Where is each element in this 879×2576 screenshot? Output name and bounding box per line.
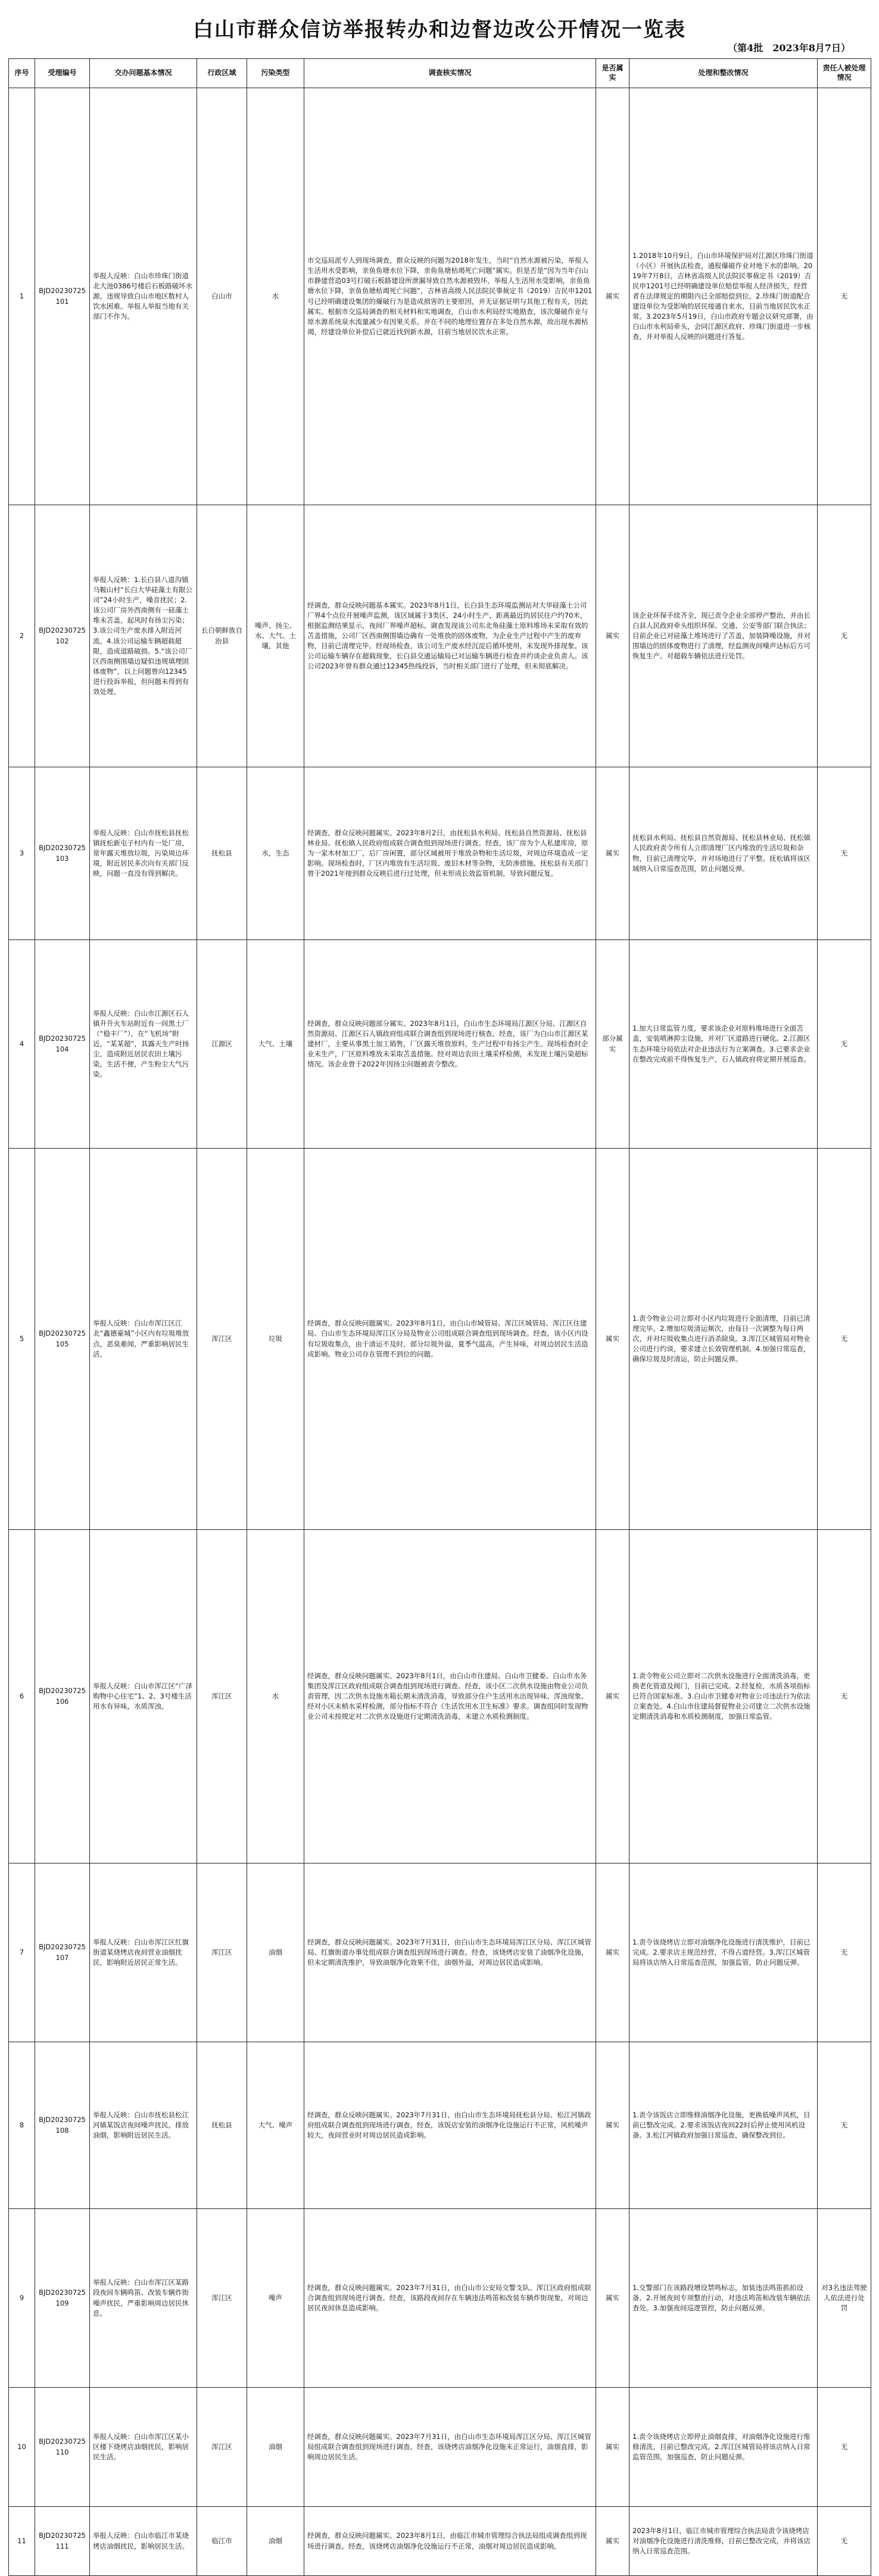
header-pollution-type: 污染类型 [247, 59, 304, 88]
document-title: 白山市群众信访举报转办和边督边改公开情况一览表 [193, 18, 686, 42]
header-investigation: 调查核实情况 [304, 59, 596, 88]
row-verified: 属实 [596, 505, 629, 767]
row-region: 抚松县 [197, 767, 247, 940]
row-investigation: 经调查，群众反映问题属实。2023年7月31日，由白山市生态环境局抚松县分局、松江河镇政府组成联合调查组到现场进行调查。经查，该饭店安装的油烟净化设施运行不正常，风机噪声较大，夜间营业时对周边居民造成影响。 [304, 2042, 596, 2209]
row-pollution-type: 垃圾 [247, 1149, 304, 1530]
row-issue: 举报人反映：白山市浑江区江北“鑫德豪城”小区内有垃圾堆放点，恶臭难闻，严重影响居民生活。 [90, 1149, 197, 1530]
row-id: BJD20230725108 [35, 2042, 90, 2209]
table-row [9, 505, 871, 767]
row-region: 浑江区 [197, 1149, 247, 1530]
row-accountability: 无 [818, 1863, 871, 2042]
table-row [9, 2209, 871, 2388]
row-pollution-type: 油烟 [247, 2507, 304, 2576]
row-region: 浑江区 [197, 1530, 247, 1863]
row-pollution-type: 大气、土壤 [247, 940, 304, 1149]
header-handling: 处理和整改情况 [629, 59, 818, 88]
row-investigation: 经调查，群众反映问题属实。2023年8月1日，由临江市城市管理综合执法局组成调查组到现场进行调查。经查，该烧烤店油烟净化设施运行不正常，油烟对周边居民造成影响。 [304, 2507, 596, 2576]
row-no: 1 [9, 88, 35, 505]
row-issue: 举报人反映：白山市珍珠门街道北大池0386号楼后石板路破坏水源，违规导致白山市地区数村人饮水困难。举报人举报当地有关部门不作为。 [90, 88, 197, 505]
row-region: 浑江区 [197, 2388, 247, 2507]
row-no: 3 [9, 767, 35, 940]
table-row [9, 1149, 871, 1530]
row-handling: 该企业环保手续齐全，现已责令企业全部停产整治，并由长白县人民政府牵头组织环保、交通、公安等部门联合执法；目前企业已对硅藻土堆场进行了苫盖，加装降噪设施，并对围墙边的固体废物进行了清理，经监测夜间噪声达标后方可恢复生产。对超载车辆依法进行处罚。 [629, 505, 818, 767]
row-accountability: 无 [818, 2388, 871, 2507]
row-handling: 抚松县水利局、抚松县自然资源局、抚松县林业局、抚松镇人民政府责令所有人立即清理厂区内堆放的生活垃圾和杂物，目前已清理完毕，并对场地进行了平整。抚松镇将该区域纳入日常巡查范围，防止问题反弹。 [629, 767, 818, 940]
header-no: 序号 [9, 59, 35, 88]
row-region: 临江市 [197, 2507, 247, 2576]
header-accountability: 责任人被处理情况 [818, 59, 871, 88]
row-verified: 属实 [596, 767, 629, 940]
row-investigation: 经调查，群众反映问题属实。2023年7月31日，由白山市公安局交警支队、浑江区政府组成联合调查组到现场进行调查。经查，该路段夜间存在车辆违法鸣笛和改装车辆炸街现象，对周边居民夜间休息造成影响。 [304, 2209, 596, 2388]
row-region: 长白朝鲜族自治县 [197, 505, 247, 767]
row-verified: 部分属实 [596, 940, 629, 1149]
row-region: 白山市 [197, 88, 247, 505]
row-id: BJD20230725107 [35, 1863, 90, 2042]
row-issue: 举报人反映：白山市浑江区某小区楼下烧烤店油烟扰民，影响居民生活。 [90, 2388, 197, 2507]
row-issue: 举报人反映：白山市抚松县抚松镇抚松新屯子村内有一处厂房，常年露天堆放垃圾，污染周边环境，附近居民多次向有关部门反映，问题一直没有得到解决。 [90, 767, 197, 940]
row-accountability: 对3名违法驾驶人依法进行处罚 [818, 2209, 871, 2388]
row-id: BJD20230725110 [35, 2388, 90, 2507]
row-accountability: 无 [818, 2042, 871, 2209]
row-id: BJD20230725105 [35, 1149, 90, 1530]
row-pollution-type: 噪声、扬尘、水、大气、土壤，其他 [247, 505, 304, 767]
row-no: 11 [9, 2507, 35, 2576]
row-investigation: 经调查，群众反映问题属实。2023年7月31日，由白山市生态环境局浑江区分局、浑江区城管局组成联合调查组到现场进行调查。经查，该烧烤店油烟净化设施未正常运行，油烟直排，影响周边居民生活。 [304, 2388, 596, 2507]
row-issue: 举报人反映：白山市浑江区“广泽购物中心住宅”1、2、3号楼生活用水有异味，水质浑浊。 [90, 1530, 197, 1863]
row-handling: 1.责令物业公司立即对小区内垃圾进行全面清理，目前已清理完毕。2.增加垃圾清运频次，由每日一次调整为每日两次，并对垃圾收集点进行消杀除臭。3.浑江区城管局对物业公司进行约谈，要求建立长效管理机制。4.加强日常巡查，确保垃圾及时清运，防止问题反弹。 [629, 1149, 818, 1530]
row-id: BJD20230725104 [35, 940, 90, 1149]
row-issue: 举报人反映：1.长白县八道沟镇马鞍山村“长白大华硅藻土有限公司”24小时生产，噪音扰民；2.该公司厂房外西南侧有一硅藻土堆未苫盖，起风时有扬尘污染；3.该公司生产废水排入附近河流。4.该公司运输车辆超载超限，造成道路破损。5.“该公司厂区西南侧围墙边疑似违规填埋固体废物”，以上问题曾向12345进行投诉举报，但问题未得到有效处理。 [90, 505, 197, 767]
row-issue: 举报人反映：白山市江源区石人镇升升火车站附近有一间黑土厂（“稳丰厂”），在“飞机场”附近，“某某超”，其露天生产时扬尘，造成附近居民农田土壤污染，生活不便，产生粉尘大气污染。 [90, 940, 197, 1149]
row-pollution-type: 水 [247, 88, 304, 505]
row-verified: 属实 [596, 1149, 629, 1530]
row-id: BJD20230725109 [35, 2209, 90, 2388]
table-row [9, 2388, 871, 2507]
row-accountability: 无 [818, 505, 871, 767]
row-no: 5 [9, 1149, 35, 1530]
row-handling: 1.责令该烧烤店立即停止油烟直排，对油烟净化设施进行维修清洗，目前已整改完成。2.浑江区城管局将该店纳入日常监管范围，加强巡查，防止问题反弹。 [629, 2388, 818, 2507]
row-verified: 属实 [596, 2209, 629, 2388]
row-no: 7 [9, 1863, 35, 2042]
table-row [9, 88, 871, 505]
row-region: 浑江区 [197, 1863, 247, 2042]
table-row [9, 2507, 871, 2576]
row-handling: 1.责令该饭店立即维修油烟净化设施，更换低噪声风机，目前已整改完成。2.要求该饭店夜间22时后停止使用风机设备。3.松江河镇政府加强日常巡查，确保整改到位。 [629, 2042, 818, 2209]
row-issue: 举报人反映：白山市临江市某烧烤店油烟扰民，影响居民生活。 [90, 2507, 197, 2576]
row-handling: 1.2018年10月9日，白山市环境保护局对江源区珍珠门街道（小区）开展执法检查，通报爆破作业对地下水的影响。2019年7月8日，吉林省高级人民法院民事裁定书（2019）吉民申1201号已经明确建设单位赔偿举报人经济损失，经营者在法律规定的期限内已全部赔偿到位。2.珍珠门街道配合建设单位为受影响的居民接通自来水，目前当地居民饮水正常。3.2023年5月19日，白山市政府专题会议研究部署，由白山市水利局牵头，会同江源区政府、珍珠门街道进一步核查，并对举报人反映的问题进行答复。 [629, 88, 818, 505]
row-verified: 属实 [596, 1863, 629, 2042]
table-header-row [9, 59, 871, 88]
table-body [9, 88, 871, 2576]
row-no: 9 [9, 2209, 35, 2388]
row-investigation: 经调查，群众反映问题属实。2023年7月31日，由白山市生态环境局浑江区分局、浑江区城管局、红旗街道办事处组成联合调查组到现场进行调查。经查，该烧烤店安装了油烟净化设施，但未定期清洗维护，导致油烟净化效果不佳，油烟外溢，对周边居民造成影响。 [304, 1863, 596, 2042]
row-id: BJD20230725101 [35, 88, 90, 505]
row-accountability: 无 [818, 1149, 871, 1530]
row-investigation: 经调查，群众反映问题属实。2023年8月1日，由白山市住建局、白山市卫健委、白山市水务集团及浑江区政府组成联合调查组到现场进行调查。经查，该小区二次供水设施由物业公司负责管理，因二次供水设施水箱长期未清洗消毒，导致部分住户生活用水出现异味、浑浊现象。经对小区末梢水采样检测，部分指标不符合《生活饮用水卫生标准》要求。调查组同时发现物业公司未按规定对二次供水设施进行定期清洗消毒，未建立水质检测制度。 [304, 1530, 596, 1863]
row-handling: 2023年8月1日，临江市城市管理综合执法局责令该烧烤店对油烟净化设施进行清洗维修，目前已整改完成，并将该店纳入日常巡查范围。 [629, 2507, 818, 2576]
row-no: 2 [9, 505, 35, 767]
header-issue: 交办问题基本情况 [90, 59, 197, 88]
row-pollution-type: 噪声 [247, 2209, 304, 2388]
row-investigation: 市交巡局派专人到现场调查，群众反映的问题为2018年发生，当时“自然水源被污染，举报人生活用水受影响，亲鱼鱼塘水位下降，亲鱼鱼塘枯竭死亡问题”属实。但是否是“因为当年白山市静建营造03号打破石板路建设所泄漏导致自然水源被毁坏，举报人生活用水受影响，亲鱼鱼塘水位下降，亲鱼鱼塘枯竭死亡问题”，吉林省高级人民法院民事裁定书（2019）吉民申1201号已经明确建设集团的爆破行为是造成损害的主要原因，并无证据证明与其他工程有关，因此属实。根据市交巡局调查的相关材料和实地调查，白山市水利局经实地勘查，该次爆破作业与原水源系统泉水流量减少有因果关系，并在不同的地理位置存在多处自然水源，故出现水源枯竭，经建设单位补偿后已就近找到新水源，目前当地居民饮水正常。 [304, 88, 596, 505]
row-no: 4 [9, 940, 35, 1149]
row-no: 6 [9, 1530, 35, 1863]
row-region: 抚松县 [197, 2042, 247, 2209]
row-pollution-type: 大气、噪声 [247, 2042, 304, 2209]
row-verified: 属实 [596, 2507, 629, 2576]
batch-date: （第4批 2023年8月7日） [728, 42, 850, 54]
table-row [9, 1863, 871, 2042]
row-handling: 1.加大日常监管力度，要求该企业对原料堆场进行全面苫盖，安装喷淋抑尘设施，并对厂区道路进行硬化。2.江源区生态环境分局依法对企业违法行为立案调查。3.已要求企业在整改完成前不得恢复生产，石人镇政府将定期开展巡查。 [629, 940, 818, 1149]
row-no: 10 [9, 2388, 35, 2507]
row-id: BJD20230725103 [35, 767, 90, 940]
row-accountability: 无 [818, 767, 871, 940]
row-investigation: 经调查，群众反映问题属实。2023年8月2日，由抚松县水利局、抚松县自然资源局、抚松县林业局、抚松镇人民政府组成联合调查组到现场进行调查。经查，该厂房为个人私建库房，原为一家木材加工厂，后厂房闲置，部分区域被用于堆放杂物和生活垃圾，对周边环境造成一定影响。现场检查时，厂区内堆放有生活垃圾、废旧木材等杂物，无防渗措施。抚松县有关部门曾于2021年接到群众反映后进行过处理，但未形成长效监管机制，导致问题反复。 [304, 767, 596, 940]
row-investigation: 经调查，群众反映问题部分属实。2023年8月1日，白山市生态环境局江源区分局、江源区自然资源局、江源区石人镇政府组成联合调查组到现场进行核查。经查，该厂为白山市江源区某建材厂，主要从事黑土加工销售，厂区露天堆放原料，生产过程中有扬尘产生。现场检查时企业未生产，厂区原料堆放未采取苫盖措施。经对周边农田土壤采样检测，未发现土壤污染超标情况。该企业曾于2022年因扬尘问题被责令整改。 [304, 940, 596, 1149]
row-id: BJD20230725102 [35, 505, 90, 767]
row-id: BJD20230725111 [35, 2507, 90, 2576]
table-row [9, 767, 871, 940]
table-row [9, 940, 871, 1149]
row-verified: 属实 [596, 88, 629, 505]
row-handling: 1.交警部门在该路段增设禁鸣标志，加装违法鸣笛抓拍设备。2.开展夜间专项整治行动，对违法鸣笛和改装车辆依法查处。3.加强夜间巡逻管控，防止问题反弹。 [629, 2209, 818, 2388]
row-id: BJD20230725106 [35, 1530, 90, 1863]
row-pollution-type: 水 [247, 1530, 304, 1863]
row-issue: 举报人反映：白山市浑江区红旗街道某烧烤店夜间营业油烟扰民，影响附近居民正常生活。 [90, 1863, 197, 2042]
row-handling: 1.责令物业公司立即对二次供水设施进行全面清洗消毒，更换老化管道及阀门，目前已完成。2.经复检，水质各项指标已符合国家标准。3.白山市卫健委对物业公司违法行为依法立案查处。4.白山市住建局督促物业公司建立二次供水设施定期清洗消毒和水质检测制度，加强日常监管。 [629, 1530, 818, 1863]
row-no: 8 [9, 2042, 35, 2209]
row-pollution-type: 油烟 [247, 1863, 304, 2042]
row-accountability: 无 [818, 88, 871, 505]
row-handling: 1.责令该烧烤店立即对油烟净化设施进行清洗维护，目前已完成。2.要求店主规范经营，不得占道经营。3.浑江区城管局将该店纳入日常巡查范围，加强监管，防止问题反弹。 [629, 1863, 818, 2042]
header-id: 受理编号 [35, 59, 90, 88]
row-pollution-type: 油烟 [247, 2388, 304, 2507]
row-accountability: 无 [818, 1530, 871, 1863]
row-accountability: 无 [818, 940, 871, 1149]
table-row [9, 1530, 871, 1863]
row-verified: 属实 [596, 1530, 629, 1863]
row-issue: 举报人反映：白山市浑江区某路段夜间车辆鸣笛、改装车辆炸街噪声扰民，严重影响周边居民休息。 [90, 2209, 197, 2388]
header-verified: 是否属实 [596, 59, 629, 88]
table-row [9, 2042, 871, 2209]
row-investigation: 经调查，群众反映问题基本属实。2023年8月1日，长白县生态环境监测站对大华硅藻土公司厂界4个点位开展噪声监测，该区域属于3类区，24小时生产，距离最近的居民住户约70米，根据监测结果显示，夜间厂界噪声超标。调查发现该公司东北角硅藻土原料堆场未采取有效的苫盖措施，公司厂区西南侧围墙边确有一处堆放的固体废物，为企业生产过程中产生的废弃物，目前已清理完毕。经现场检查，该公司生产废水经沉淀后循环使用，未发现外排现象。该公司运输车辆存在超载现象，长白县交通运输局已对运输车辆进行检查并约谈企业负责人。该公司2023年曾有群众通过12345热线投诉，当时相关部门进行了处理，但未彻底解决。 [304, 505, 596, 767]
row-accountability: 无 [818, 2507, 871, 2576]
row-pollution-type: 水，生态 [247, 767, 304, 940]
row-verified: 属实 [596, 2388, 629, 2507]
complaint-table [8, 58, 871, 2576]
row-issue: 举报人反映：白山市抚松县松江河镇某饭店夜间噪声扰民，排放油烟，影响附近居民生活。 [90, 2042, 197, 2209]
row-region: 江源区 [197, 940, 247, 1149]
header-region: 行政区域 [197, 59, 247, 88]
row-verified: 属实 [596, 2042, 629, 2209]
row-investigation: 经调查，群众反映问题属实。2023年8月1日，由白山市城管局、浑江区城管局、浑江区住建局、白山市生态环境局浑江区分局及物业公司组成联合调查组到现场调查。经查，该小区内设有垃圾收集点，由于清运不及时，部分垃圾外溢，夏季气温高，产生异味，对周边居民生活造成影响。物业公司存在管理不到位的问题。 [304, 1149, 596, 1530]
row-region: 浑江区 [197, 2209, 247, 2388]
